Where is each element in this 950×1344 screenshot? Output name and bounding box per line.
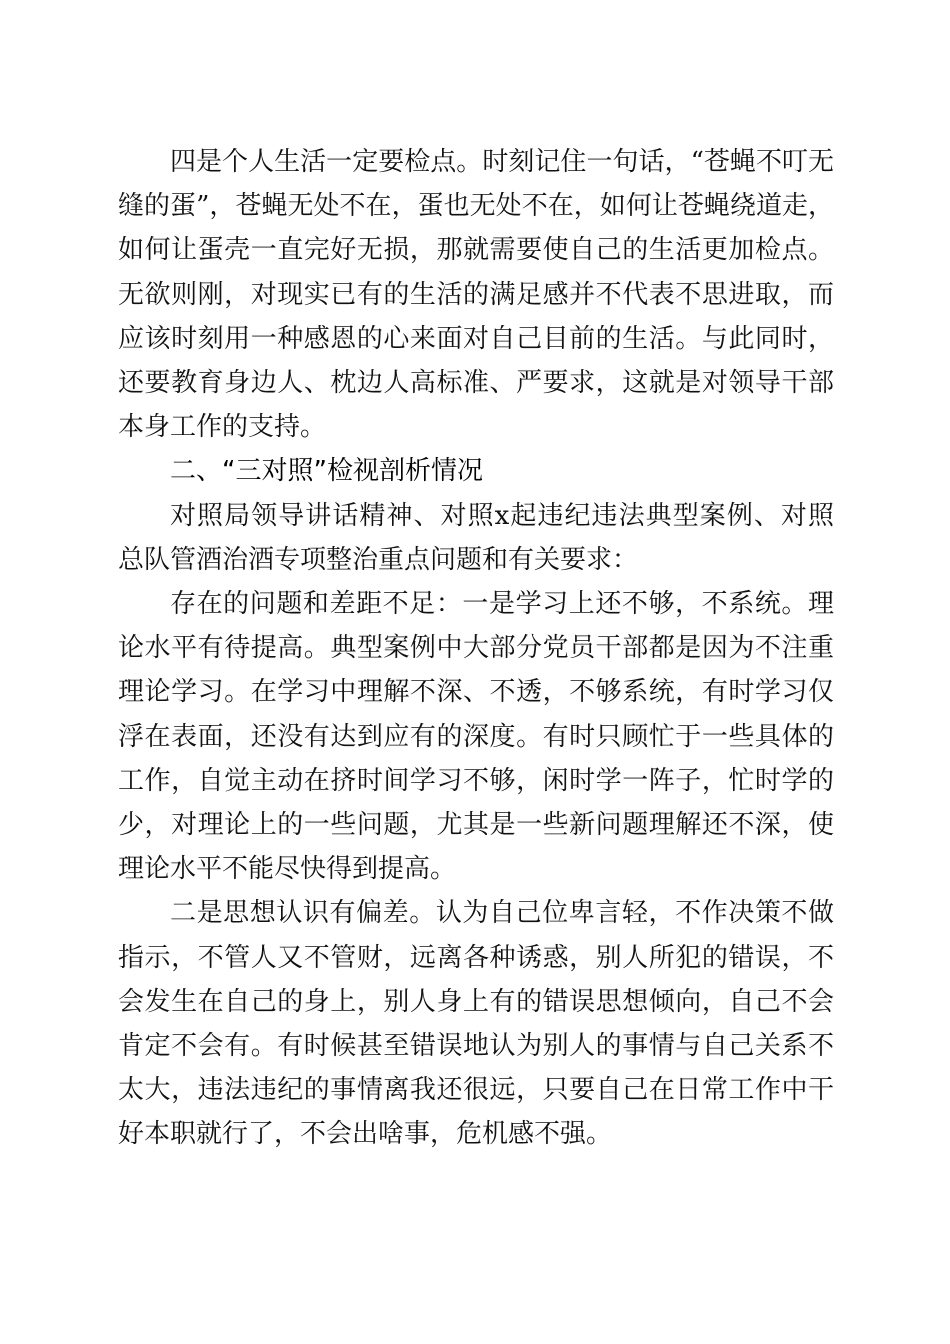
paragraph-lead: 二是思想认识有偏差。 xyxy=(170,898,436,929)
paragraph-lead: 四是个人生活一定要检点。 xyxy=(170,147,483,177)
paragraph-problems-study xyxy=(118,582,834,891)
paragraph-personal-life xyxy=(118,140,834,449)
paragraph-thinking-deviation xyxy=(118,891,834,1156)
paragraph-text: 对照局领导讲话精神、对照x起违纪违法典型案例、对照总队管酒治酒专项整治重点问题和有关要求： xyxy=(118,500,834,575)
section-heading: 二、“三对照”检视剖析情况 xyxy=(170,456,483,487)
paragraph-text: 认为自己位卑言轻，不作决策不做指示，不管人又不管财，远离各种诱惑，别人所犯的错误，不会发生在自己的身上，别人身上有的错误思想倾向，自己不会肯定不会有。有时候甚至错误地认为别人的事情与自己关系不太大，违法违纪的事情离我还很远，只要自己在日常工作中干好本职就行了，不会出啥事，危机感不强。 xyxy=(118,898,834,1150)
paragraph-comparison-intro xyxy=(118,494,834,582)
paragraph-text: 时刻记住一句话，“苍蝇不叮无缝的蛋”，苍蝇无处不在，蛋也无处不在，如何让苍蝇绕道走，如何让蛋壳一直完好无损，那就需要使自己的生活更加检点。无欲则刚，对现实已有的生活的满足感并不代表不思进取，而应该时刻用一种感恩的心来面对自己目前的生活。与此同时，还要教育身边人、枕边人高标准、严要求，这就是对领导干部本身工作的支持。 xyxy=(118,147,834,443)
document-body xyxy=(118,140,834,1157)
paragraph-text: 存在的问题和差距不足：一是学习上还不够，不系统。理论水平有待提高。典型案例中大部分党员干部都是因为不注重理论学习。在学习中理解不深、不透，不够系统，有时学习仅浮在表面，还没有达到应有的深度。有时只顾忙于一些具体的工作，自觉主动在挤时间学习不够，闲时学一阵子，忙时学的少，对理论上的一些问题，尤其是一些新问题理解还不深，使理论水平不能尽快得到提高。 xyxy=(118,589,834,885)
